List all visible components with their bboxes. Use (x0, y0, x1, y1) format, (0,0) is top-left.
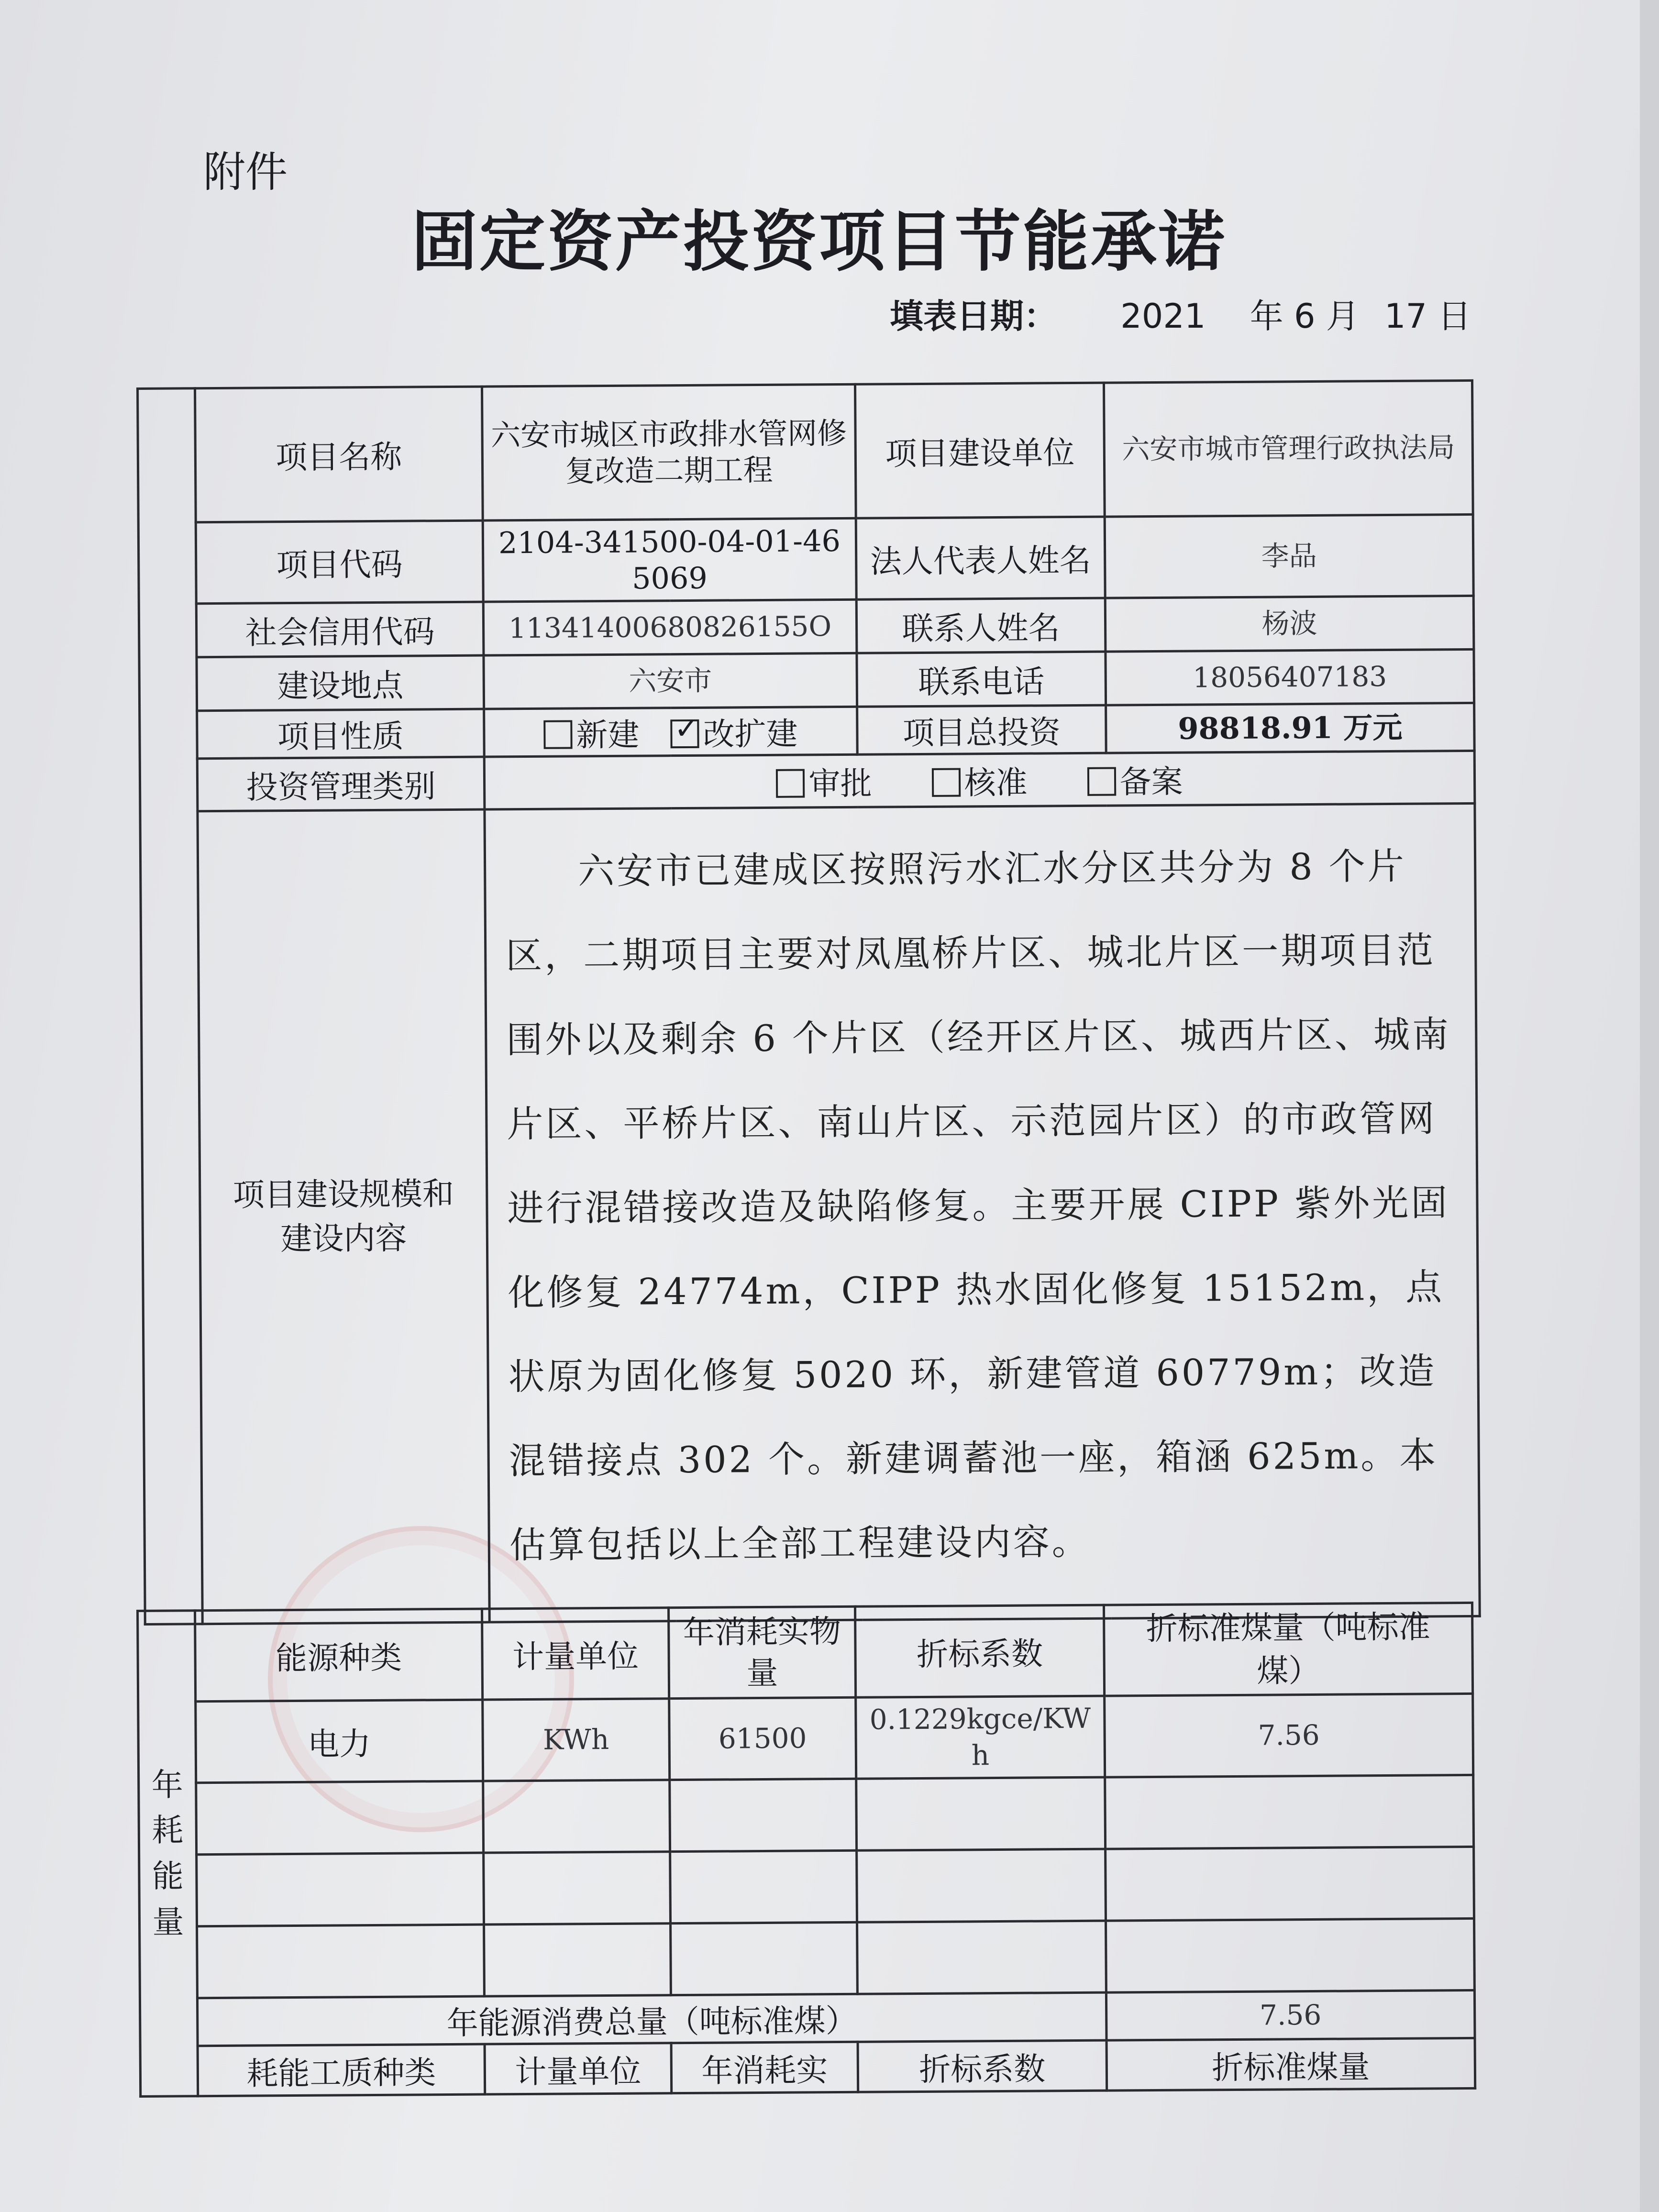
table-row (138, 1693, 1473, 1783)
sub-header-coal: 折标准煤量 (1106, 2038, 1475, 2090)
energy-header-coef: 折标系数 (855, 1605, 1104, 1697)
value-contact-phone: 18056407183 (1106, 649, 1474, 705)
label-contact-phone: 联系电话 (857, 652, 1106, 707)
scope-text: 六安市已建成区按照污水汇水分区共分为 8 个片区，二期项目主要对凤凰桥片区、城北片区一期项目范围外以及剩余 6 个片区（经开区片区、城西片区、城南片区、平桥片区、南山片区、示范园片区）的市政管网进行混错接改造及缺陷修复。主要开展 CIPP 紫外光固化修复 24774m，CIPP 热水固化修复 15152m，点状原为固化修复 5020 环，新建管道 60779m；改造混错接点 302 个。新建调蓄池一座，箱涵 625m。本估算包括以上全部工程建设内容。 (505, 844, 1451, 1567)
value-project-code: 2104-341500-04-01-465069 (483, 518, 856, 602)
date-day: 17 日 (1384, 297, 1471, 336)
checkbox-expand[interactable] (670, 719, 699, 748)
label-nature: 项目性质 (197, 709, 485, 759)
energy-header-type: 能源种类 (195, 1609, 483, 1702)
sub-header-unit: 计量单位 (485, 2043, 672, 2094)
commitment-form (136, 379, 1481, 1626)
value-project-name: 六安市城区市政排水管网修复改造二期工程 (482, 384, 856, 520)
energy-header-coal: 折标准煤量（吨标准煤） (1104, 1603, 1472, 1696)
attachment-label: 附件 (203, 147, 288, 197)
label-credit-code: 社会信用代码 (196, 602, 484, 657)
label-total-investment: 项目总投资 (857, 705, 1106, 754)
value-total-investment: 98818.91 万元 (1106, 703, 1475, 753)
energy-unit-cell: KWh (483, 1699, 670, 1781)
energy-quantity-cell: 61500 (669, 1697, 856, 1780)
energy-header-unit: 计量单位 (482, 1608, 669, 1700)
label-project-code: 项目代码 (196, 520, 483, 604)
checkbox-verify[interactable] (931, 768, 960, 796)
value-mgmt-type (484, 751, 1475, 809)
table-row-empty (139, 1847, 1474, 1926)
value-contact-name: 杨波 (1105, 596, 1474, 652)
annual-energy-text: 年耗能量 (151, 1766, 184, 1941)
energy-table (136, 1602, 1476, 2098)
sub-header-quantity: 年消耗实 (671, 2042, 858, 2093)
option-new: 新建 (576, 716, 640, 754)
date-label: 填表日期： (890, 297, 1057, 336)
label-build-unit: 项目建设单位 (855, 383, 1105, 518)
date-year: 2021 (1120, 297, 1206, 336)
sub-header-type: 耗能工质种类 (198, 2044, 485, 2096)
value-location: 六安市 (484, 653, 857, 709)
annual-energy-label (138, 1611, 198, 2097)
sub-header-coef: 折标系数 (858, 2040, 1107, 2092)
option-record: 备案 (1119, 763, 1183, 801)
value-nature (484, 707, 858, 757)
table-row-empty (140, 1918, 1475, 1998)
date-month: 年 6 月 (1250, 297, 1360, 336)
label-contact-name: 联系人姓名 (856, 598, 1106, 653)
option-approve: 审批 (808, 765, 872, 803)
energy-total-label: 年能源消费总量（吨标准煤） (197, 1992, 1106, 2046)
label-scope: 项目建设规模和建设内容 (198, 809, 489, 1624)
left-margin-column (138, 388, 203, 1625)
energy-total-value: 7.56 (1106, 1990, 1475, 2040)
label-project-name: 项目名称 (195, 387, 483, 522)
checkbox-new[interactable] (543, 720, 572, 749)
option-expand: 改扩建 (703, 715, 798, 753)
document-title: 固定资产投资项目节能承诺 (411, 202, 1227, 280)
label-mgmt-type: 投资管理类别 (197, 757, 485, 811)
label-legal-rep: 法人代表人姓名 (856, 517, 1105, 599)
scope-content (485, 803, 1480, 1622)
label-location: 建设地点 (197, 655, 484, 711)
fill-date (890, 289, 1471, 338)
energy-coal-cell: 7.56 (1105, 1693, 1473, 1777)
checkbox-approve[interactable] (776, 769, 805, 797)
checkbox-record[interactable] (1087, 767, 1116, 796)
page-edge-shadow (1640, 0, 1659, 2212)
value-build-unit: 六安市城市管理行政执法局 (1104, 380, 1473, 517)
energy-coef-cell: 0.1229kgce/KWh (856, 1696, 1105, 1779)
value-credit-code: 11341400680826155O (483, 599, 857, 655)
option-verify: 核准 (964, 764, 1028, 802)
energy-header-quantity: 年消耗实物量 (668, 1606, 855, 1698)
table-row-empty (139, 1775, 1474, 1855)
value-legal-rep: 李品 (1105, 514, 1473, 598)
energy-type-cell: 电力 (196, 1700, 483, 1783)
